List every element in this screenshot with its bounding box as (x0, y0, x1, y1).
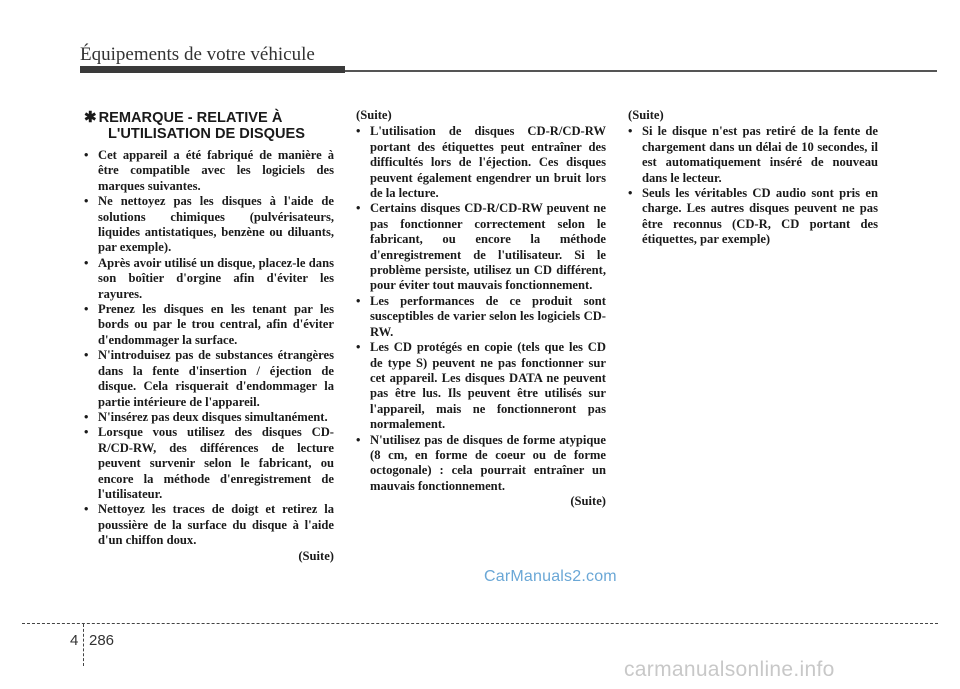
list-item: • Ne nettoyez pas les disques à l'aide de solutions chimiques (pulvérisateurs, liquides antistatiques, benzène ou diluants, par exemple). (84, 194, 334, 255)
list-item: • Si le disque n'est pas retiré de la fente de chargement dans un délai de 10 secondes, il est automatiquement inséré de nouveau dans le lecteur. (628, 124, 878, 185)
list-item: • Les CD protégés en copie (tels que les CD de type S) peuvent ne pas fonctionner sur cet appareil. Les disques DATA ne peuvent pas être lus. Ils peuvent être utilisés sur l'appareil, mais ne fonctionneront pas normalement. (356, 340, 606, 432)
column-3 (628, 108, 878, 248)
list-item: • Les performances de ce produit sont susceptibles de varier selon les logiciels CD-RW. (356, 293, 606, 339)
note-heading (84, 110, 334, 142)
continued-from-label: (Suite) (628, 108, 664, 122)
list-item: • N'utilisez pas de disques de forme atypique (8 cm, en forme de coeur ou de forme octogonale) : cela pourrait entraîner un mauvais fonctionnement. (356, 432, 606, 493)
list-item: • Après avoir utilisé un disque, placez-le dans son boîtier d'orgine afin d'éviter les rayures. (84, 255, 334, 301)
header-rule (345, 70, 937, 72)
continued-label: (Suite) (570, 494, 606, 509)
watermark-carmanualsonline: carmanualsonline.info (624, 658, 835, 681)
watermark-carmanuals2: CarManuals2.com (484, 568, 617, 585)
list-item: • Prenez les disques en les tenant par les bords ou par le trou central, afin d'éviter d'endommager la surface. (84, 302, 334, 347)
list-item: • Nettoyez les traces de doigt et retirez la poussière de la surface du disque à l'aide d'un chiffon doux. (84, 502, 334, 548)
list-item: • Certains disques CD-R/CD-RW peuvent ne pas fonctionner correctement selon le fabricant, ou encore la méthode d'enregistrement de l'utilisateur. Si le problème persiste, utilisez un CD différent, pour éviter tout mauvais fonctionnement. (356, 201, 606, 293)
asterisk-icon: ✱ (84, 109, 97, 126)
continued-from-label: (Suite) (356, 108, 392, 122)
note-heading-line1: REMARQUE - RELATIVE À (98, 110, 283, 126)
note-heading-line2: L'UTILISATION DE DISQUES (108, 126, 305, 142)
list-item: • Lorsque vous utilisez des disques CD-R/CD-RW, des différences de lecture peuvent survenir selon le fabricant, ou encore la méthode d'enregistrement de l'utilisateur. (84, 425, 334, 501)
page-number: 286 (89, 632, 115, 649)
header-title: Équipements de votre véhicule (80, 44, 315, 65)
column-1-list (84, 148, 334, 549)
footer-separator (83, 624, 84, 666)
list-item: • N'insérez pas deux disques simultanément. (84, 409, 328, 424)
footer-rule (22, 623, 938, 624)
header-bar (80, 66, 345, 73)
list-item: • N'introduisez pas de substances étrangères dans la fente d'insertion / éjection de disque. Cela risquerait d'endommager la partie intérieure de l'appareil. (84, 348, 334, 409)
column-2 (356, 108, 606, 510)
list-item: • L'utilisation de disques CD-R/CD-RW portant des étiquettes peut entraîner des difficultés lors de l'éjection. Ces disques peuvent également engendrer un bruit lors de la lecture. (356, 124, 606, 201)
continued-label: (Suite) (298, 548, 334, 563)
column-1 (84, 108, 334, 564)
list-item: • Seuls les véritables CD audio sont pris en charge. Les autres disques peuvent ne pas être reconnus (CD-R, CD portant des étiquettes, par exemple) (628, 186, 878, 247)
list-item: • Cet appareil a été fabriqué de manière à être compatible avec les logiciels des marques suivantes. (84, 148, 334, 193)
chapter-number: 4 (70, 632, 79, 649)
column-2-list (356, 124, 606, 494)
column-3-list (628, 124, 878, 247)
